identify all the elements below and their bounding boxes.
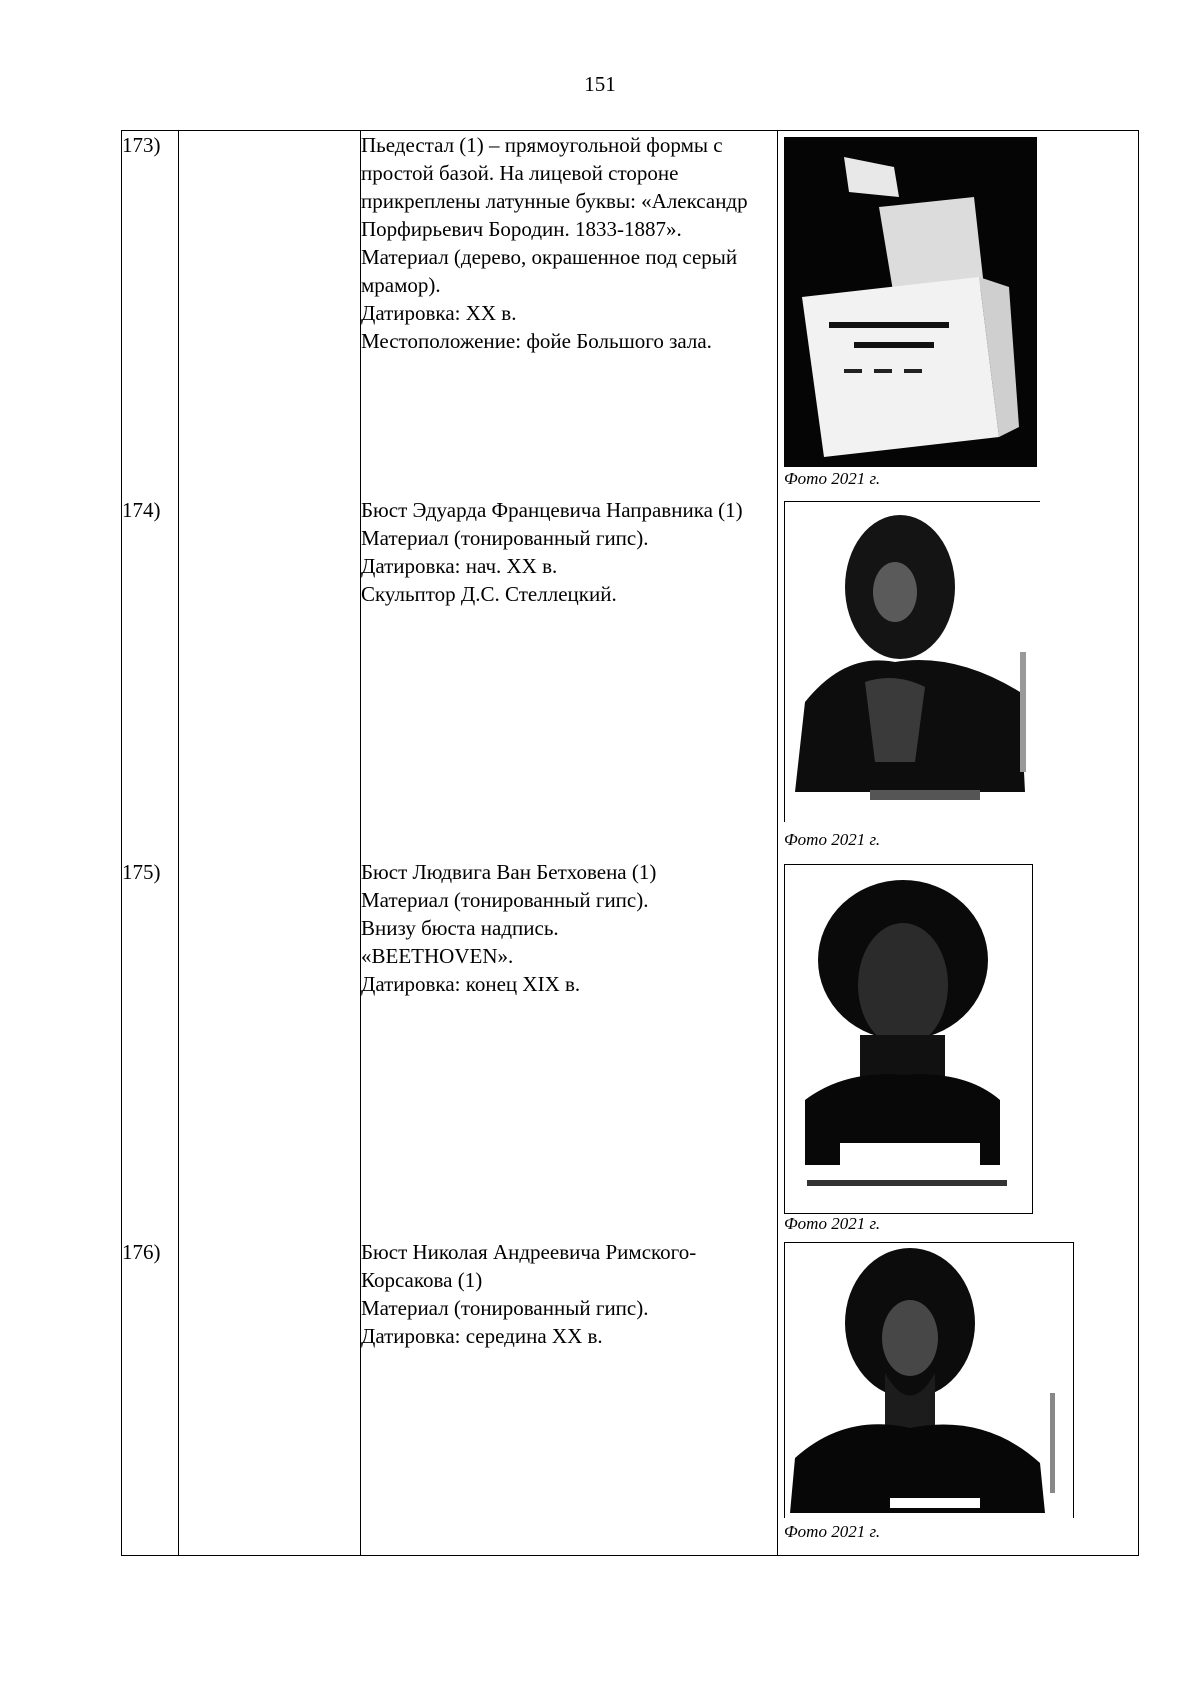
photo-cell <box>778 1238 1139 1556</box>
entry-description: Бюст Николая Андреевича Римского-Корсакова (1) Материал (тонированный гипс). Датировка: середина XX в. <box>361 1238 778 1556</box>
empty-cell <box>179 496 361 858</box>
table-row <box>122 1238 1139 1556</box>
photo-cell <box>778 131 1139 496</box>
empty-cell <box>179 1238 361 1556</box>
empty-cell <box>179 131 361 496</box>
beethoven-bust-photo <box>784 864 1033 1214</box>
entry-number: 175) <box>122 858 179 1238</box>
table-row <box>122 496 1139 858</box>
table-row <box>122 131 1139 496</box>
photo-caption: Фото 2021 г. <box>784 1521 881 1541</box>
photo-caption: Фото 2021 г. <box>784 469 881 488</box>
entry-description: Пьедестал (1) – прямоугольной формы с простой базой. На лицевой стороне прикреплены латунные буквы: «Александр Порфирьевич Бородин. 1833-1887». Материал (дерево, окрашенное под серый мрамор). Датировка: XX в. Местоположение: фойе Большого зала. <box>361 131 778 496</box>
rimsky-korsakov-bust-photo <box>784 1242 1074 1518</box>
page-number: 151 <box>584 72 616 96</box>
empty-cell <box>179 858 361 1238</box>
photo-cell <box>778 496 1139 858</box>
photo-caption: Фото 2021 г. <box>784 1213 881 1233</box>
entry-description: Бюст Людвига Ван Бетховена (1) Материал (тонированный гипс). Внизу бюста надпись. «BEETHOVEN». Датировка: конец XIX в. <box>361 858 778 1238</box>
napravnik-bust-photo <box>784 501 1040 822</box>
table-row <box>122 858 1139 1238</box>
museum-register-table <box>121 130 1139 1556</box>
photo-caption: Фото 2021 г. <box>784 829 881 849</box>
entry-number: 176) <box>122 1238 179 1556</box>
photo-cell <box>778 858 1139 1238</box>
entry-number: 173) <box>122 131 179 496</box>
pedestal-photo <box>784 137 1037 467</box>
entry-description: Бюст Эдуарда Францевича Направника (1) Материал (тонированный гипс). Датировка: нач. XX в. Скульптор Д.С. Стеллецкий. <box>361 496 778 858</box>
entry-number: 174) <box>122 496 179 858</box>
